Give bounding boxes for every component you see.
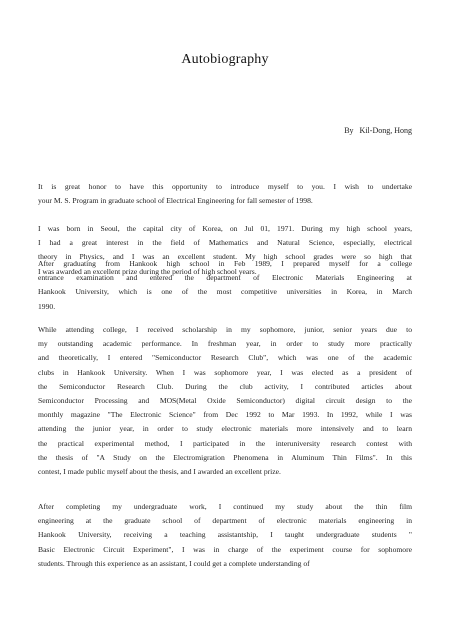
text-line: your M. S. Program in graduate school of Electrical Engineering for fall semester of 1998. [38,196,313,206]
text-line: 1990. [38,301,56,311]
text-line: the practical experimental method, I participated in the interuniversity research contest with [38,438,412,448]
text-line: Basic Electronic Circuit Experiment", I was in charge of the experiment course for sophomore [38,544,412,554]
text-line: monthly magazine "The Electronic Science" from Dec 1992 to Mar 1993. In 1992, while I was [38,410,412,420]
text-line: my outstanding academic performance. In freshman year, in order to study more practically [38,339,412,349]
text-line: Hankook University, which is one of the most competitive universities in Korea, in March [38,287,412,297]
text-line: and theoretically, I entered "Semiconductor Research Club", which was one of the academic [38,353,412,363]
document-title: Autobiography [181,52,269,67]
text-line: attending the junior year, in order to study electronic materials more intensively and to learn [38,424,412,434]
text-line: It is great honor to have this opportunity to introduce myself to you. I wish to undertake [38,182,412,191]
text-line: After graduating from Hankook high school in Feb 1989, I prepared myself for a college [38,259,412,268]
text-line: the Semiconductor Research Club. During the club activity, I contributed articles about [38,381,412,391]
text-line: I had a great interest in the field of Mathematics and Natural Science, especially, electrical [38,238,412,248]
paragraph-graduate [38,500,412,571]
text-line: After completing my undergraduate work, I continued my study about the thin film [38,502,412,511]
paragraph-intro [38,180,412,208]
text-line: Semiconductor Processing and MOS(Metal Oxide Semiconductor) digital circuit design to the [38,396,412,406]
text-line: entrance examination and entered the department of Electronic Materials Engineering at [38,273,412,283]
text-line: clubs in Hankook University. When I was sophomore year, I was elected as a president of [38,367,412,377]
text-line: the thesis of "A Study on the Electromigration Phenomena in Aluminum Thin Films". In this [38,452,412,462]
text-line: theory in Physics, and I was an excellent student. My high school grades were so high that [38,252,412,262]
author-byline: By Kil-Dong, Hong [344,126,412,135]
text-line: I was born in Seoul, the capital city of Korea, on Jul 01, 1971. During my high school years, [38,224,412,233]
text-line: Hankook University, receiving a teaching assistantship, I taught undergraduate students " [38,530,412,540]
text-line: contest, I made public myself about the thesis, and I awarded an excellent prize. [38,467,281,477]
paragraph-college [38,323,412,479]
paragraph-high-school [38,257,412,314]
text-line: While attending college, I received scholarship in my sophomore, junior, senior years due to [38,325,412,334]
text-line: students. Through this experience as an assistant, I could get a complete understanding of [38,558,310,568]
text-line: engineering at the graduate school of department of electronic materials engineering in [38,516,412,526]
text-line: I was awarded an excellent prize during the period of high school years. [38,266,257,276]
